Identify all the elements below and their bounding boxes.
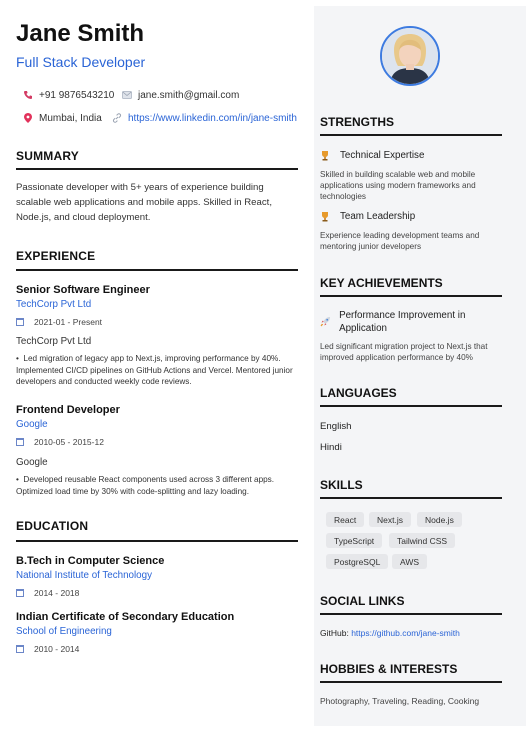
contact-email[interactable]: [121, 89, 239, 101]
job-company: Google: [16, 419, 48, 430]
job-date: [16, 437, 104, 447]
education-date-text: 2014 - 2018: [34, 588, 80, 598]
hobbies-text: Photography, Traveling, Reading, Cooking: [320, 696, 480, 706]
trophy-icon: [320, 211, 332, 225]
school-name: National Institute of Technology: [16, 570, 152, 581]
degree-title: Indian Certificate of Secondary Education: [16, 611, 235, 623]
avatar-portrait: [382, 28, 438, 84]
strength-item: [320, 211, 415, 225]
strength-name: Team Leadership: [340, 211, 416, 222]
avatar: [380, 26, 440, 86]
sidebar-column: [314, 6, 526, 726]
job-bullet: [16, 474, 302, 497]
skill-chip: PostgreSQL: [326, 554, 388, 569]
github-link[interactable]: https://github.com/jane-smith: [351, 628, 460, 638]
social-github: [320, 628, 460, 638]
achievements-heading: KEY ACHIEVEMENTS: [320, 276, 443, 290]
achievement-item: [320, 309, 502, 335]
link-icon: [111, 112, 123, 124]
candidate-name: Jane Smith: [16, 20, 145, 47]
language-item: Hindi: [320, 442, 342, 453]
mail-icon: [121, 89, 133, 101]
contact-location: [22, 112, 102, 124]
skill-chip: Node.js: [417, 512, 462, 527]
candidate-role: Full Stack Developer: [16, 54, 146, 70]
skill-chip: Next.js: [369, 512, 411, 527]
rocket-icon: [320, 316, 331, 330]
education-date: [16, 644, 79, 654]
skill-chip: AWS: [392, 554, 427, 569]
job-date-text: 2010-05 - 2015-12: [34, 437, 104, 447]
job-bullet-text: Developed reusable React components used across 3 different apps. Optimized load time by 30% with code-splitting and lazy loading.: [16, 475, 275, 496]
skills-heading: SKILLS: [320, 478, 363, 492]
education-date-text: 2010 - 2014: [34, 644, 80, 654]
linkedin-link[interactable]: https://www.linkedin.com/in/jane-smith: [128, 112, 297, 124]
hobbies-heading: HOBBIES & INTERESTS: [320, 662, 458, 676]
trophy-icon: [320, 150, 332, 164]
summary-heading: SUMMARY: [16, 149, 79, 163]
job-title: Frontend Developer: [16, 404, 120, 416]
job-location: Google: [16, 457, 48, 468]
social-divider: [320, 613, 502, 615]
summary-text: Passionate developer with 5+ years of experience building scalable web applications and mobile apps. Skilled in React, Node.js, and cloud deployment.: [16, 182, 272, 223]
achievements-divider: [320, 295, 502, 297]
job-date: [16, 317, 102, 327]
contact-phone: [22, 89, 114, 101]
experience-divider: [16, 269, 298, 271]
calendar-icon: [16, 318, 24, 326]
job-bullet-text: Led migration of legacy app to Next.js, improving performance by 40%. Implemented CI/CD pipelines on GitHub Actions and Vercel. Mentored junior developers and conducted weekly code reviews.: [16, 354, 293, 386]
strengths-heading: STRENGTHS: [320, 115, 395, 129]
education-divider: [16, 540, 298, 542]
strength-desc: Experience leading development teams and mentoring junior developers: [320, 231, 480, 251]
language-item: English: [320, 421, 352, 432]
social-heading: SOCIAL LINKS: [320, 594, 405, 608]
location-text: Mumbai, India: [39, 112, 102, 124]
achievement-name: Performance Improvement in Application: [339, 310, 466, 334]
school-name: School of Engineering: [16, 626, 112, 637]
github-label: GitHub:: [320, 628, 349, 638]
pin-icon: [22, 112, 34, 124]
strength-desc: Skilled in building scalable web and mobile applications using modern frameworks and technologies: [320, 170, 476, 201]
education-date: [16, 588, 79, 598]
strength-name: Technical Expertise: [340, 150, 425, 161]
skill-chip: TypeScript: [326, 533, 382, 548]
phone-text: +91 9876543210: [39, 89, 115, 101]
achievement-desc: Led significant migration project to Next.js that improved application performance by 40%: [320, 342, 488, 362]
job-company: TechCorp Pvt Ltd: [16, 299, 92, 310]
experience-heading: EXPERIENCE: [16, 249, 96, 263]
job-bullet: [16, 353, 302, 388]
contact-linkedin[interactable]: [111, 112, 297, 124]
job-title: Senior Software Engineer: [16, 284, 150, 296]
skill-chip: React: [326, 512, 364, 527]
education-heading: EDUCATION: [16, 519, 89, 533]
bullet-dot: •: [16, 475, 24, 484]
job-location: TechCorp Pvt Ltd: [16, 336, 92, 347]
email-text: jane.smith@gmail.com: [138, 89, 240, 101]
calendar-icon: [16, 645, 24, 653]
summary-divider: [16, 168, 298, 170]
skill-chip: Tailwind CSS: [389, 533, 455, 548]
languages-heading: LANGUAGES: [320, 386, 397, 400]
calendar-icon: [16, 438, 24, 446]
bullet-dot: •: [16, 354, 24, 363]
strength-item: [320, 150, 424, 164]
skills-divider: [320, 497, 502, 499]
hobbies-divider: [320, 681, 502, 683]
strengths-divider: [320, 134, 502, 136]
phone-icon: [22, 89, 34, 101]
languages-divider: [320, 405, 502, 407]
degree-title: B.Tech in Computer Science: [16, 555, 165, 567]
job-date-text: 2021-01 - Present: [34, 317, 103, 327]
calendar-icon: [16, 589, 24, 597]
